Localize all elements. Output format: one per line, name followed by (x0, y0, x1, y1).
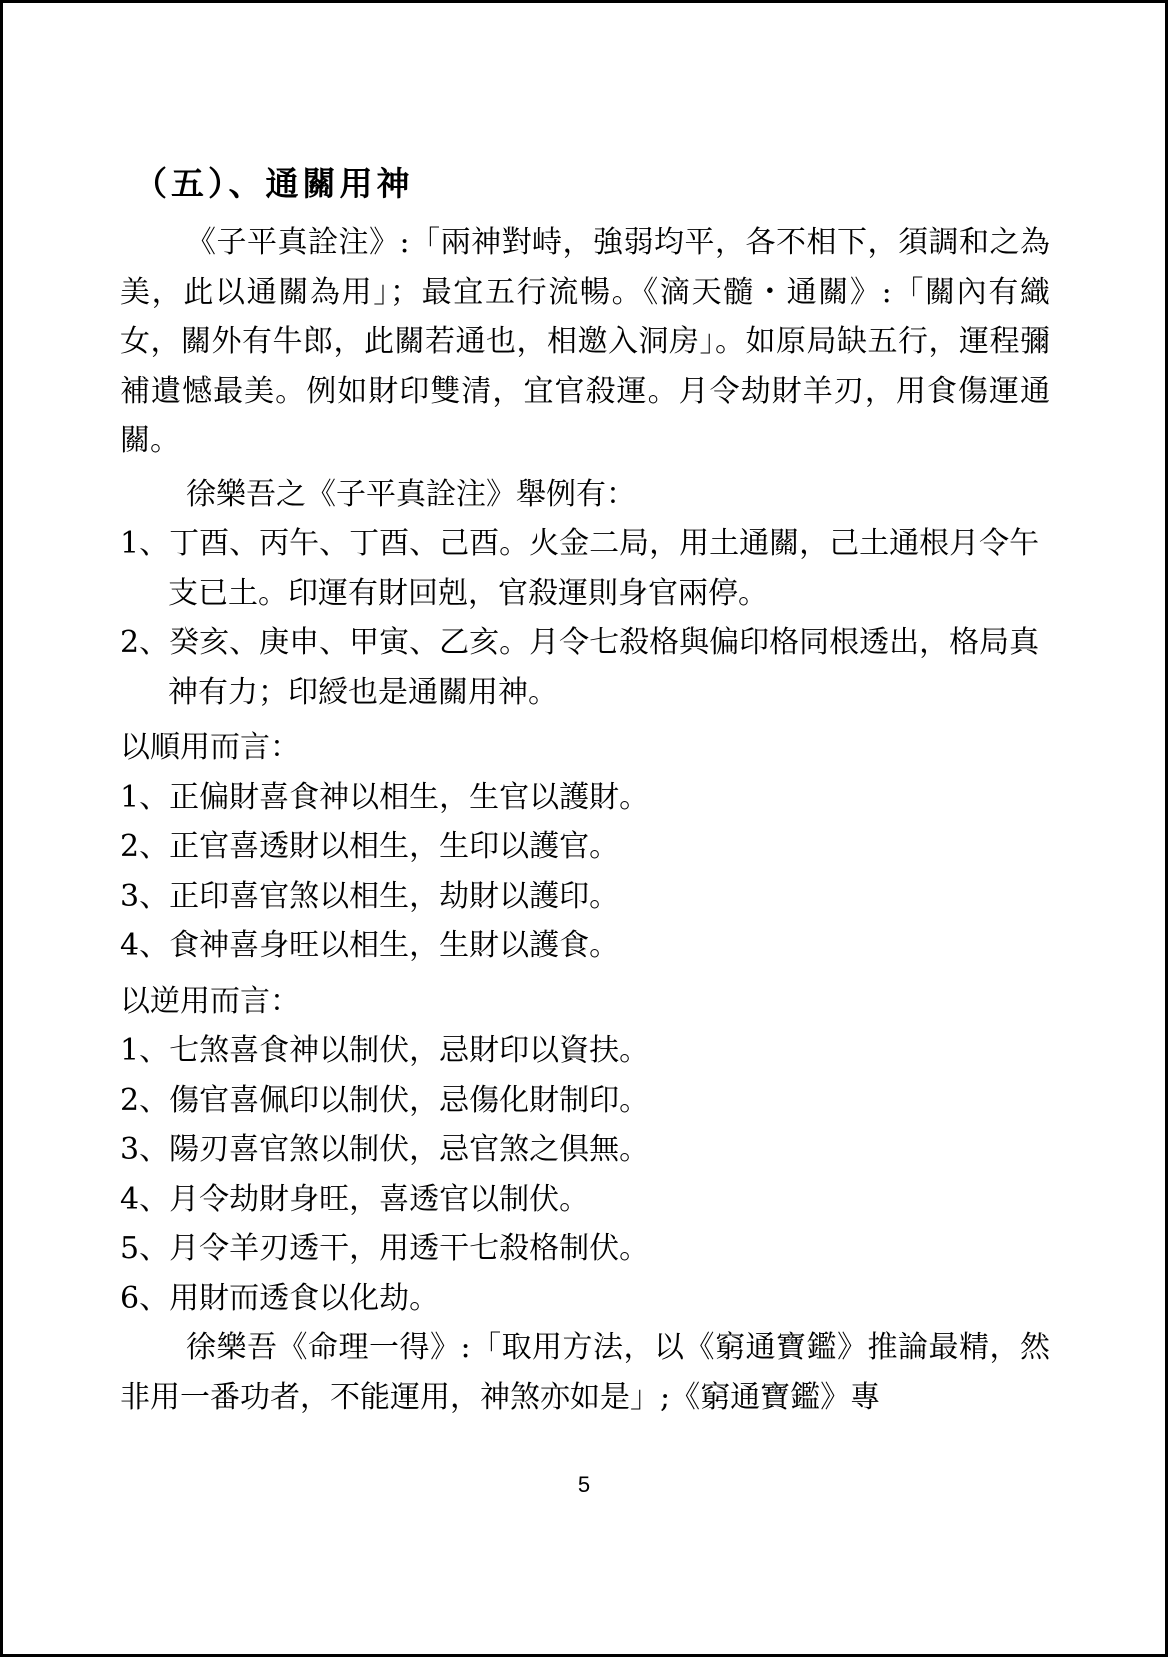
list-item: 5、月令羊刃透干，用透干七殺格制伏。 (120, 1231, 650, 1266)
list-item: 4、月令劫財身旺，喜透官以制伏。 (120, 1181, 590, 1217)
shun-list (120, 773, 1050, 971)
example-intro: 徐樂吾之《子平真詮注》舉例有： (186, 476, 636, 512)
list-item: 1、丁酉、丙午、丁酉、己酉。火金二局，用土通關，己土通根月令午支已土。印運有財回剋，官殺運則身官兩停。 (120, 526, 1040, 611)
list-item: 6、用財而透食以化劫。 (120, 1280, 440, 1316)
ni-list (120, 1026, 1050, 1323)
list-item: 2、傷官喜佩印以制伏，忌傷化財制印。 (120, 1082, 650, 1118)
list-item: 2、癸亥、庚申、甲寅、乙亥。月令七殺格與偏印格同根透出，格局真神有力；印綬也是通關用神。 (120, 625, 1040, 710)
list-item: 1、正偏財喜食神以相生，生官以護財。 (120, 779, 650, 815)
list-item: 4、食神喜身旺以相生，生財以護食。 (120, 928, 620, 963)
intro-paragraph: 《子平真詮注》:「兩神對峙，強弱均平，各不相下，須調和之為美，此以通關為用」；最宜五行流暢。《滴天髓・通關》:「關內有織女，關外有牛郎，此關若通也，相邀入洞房」。如原局缺五行，運程彌補遺憾最美。例如財印雙清，宜官殺運。月令劫財羊刃，用食傷運通關。 (120, 225, 1050, 458)
closing-paragraph: 徐樂吾《命理一得》:「取用方法，以《窮通寶鑑》推論最精，然非用一番功者，不能運用，神煞亦如是」;《窮通寶鑑》專 (120, 1330, 1050, 1415)
shun-label: 以順用而言： (120, 730, 300, 765)
page-number: 5 (577, 1472, 591, 1497)
list-item: 1、七煞喜食神以制伏，忌財印以資扶。 (120, 1033, 650, 1068)
list-item: 3、正印喜官煞以相生，劫財以護印。 (120, 878, 620, 914)
example-list (120, 519, 1050, 717)
list-item: 2、正官喜透財以相生，生印以護官。 (120, 829, 620, 864)
page-content (120, 158, 1050, 1422)
ni-label: 以逆用而言： (120, 983, 300, 1019)
section-heading: （五）、通關用神 (134, 164, 414, 203)
list-item: 3、陽刃喜官煞以制伏，忌官煞之俱無。 (120, 1132, 650, 1167)
